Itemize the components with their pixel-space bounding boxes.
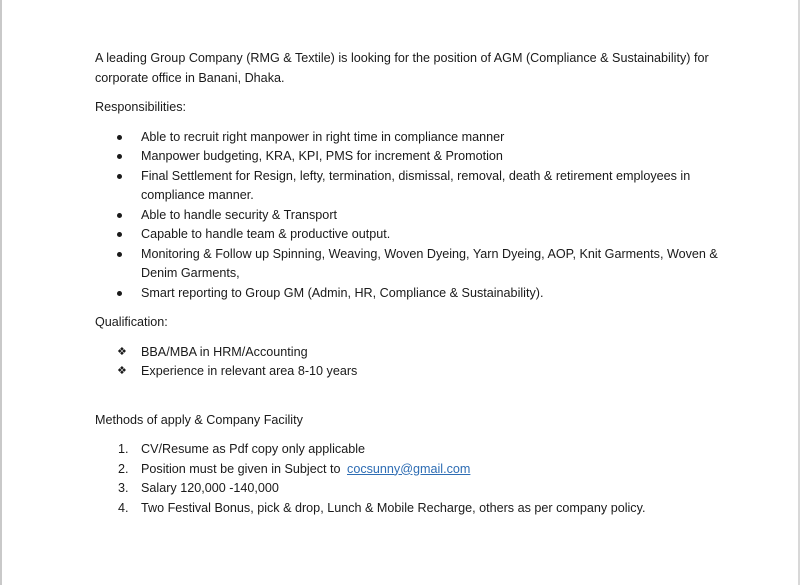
methods-list — [95, 440, 735, 518]
list-item — [95, 440, 735, 460]
list-item — [95, 128, 735, 148]
email-link[interactable]: cocsunny@gmail.com — [347, 461, 471, 476]
list-item — [95, 245, 735, 284]
diamond-bullet-icon: ❖ — [117, 365, 127, 377]
diamond-bullet-icon: ❖ — [117, 345, 127, 358]
bullet-icon — [117, 252, 122, 257]
list-item-text: BBA/MBA in HRM/Accounting — [141, 344, 308, 359]
list-item-text: Able to handle security & Transport — [141, 207, 338, 222]
list-item-text: Manpower budgeting, KRA, KPI, PMS for increment & Promotion — [141, 149, 503, 163]
list-item-text: Smart reporting to Group GM (Admin, HR, Compliance & Sustainability). — [141, 285, 544, 300]
list-item — [95, 284, 735, 304]
bullet-icon — [117, 213, 122, 218]
list-item-text: CV/Resume as Pdf copy only applicable — [141, 442, 366, 456]
intro-paragraph: A leading Group Company (RMG & Textile) is looking for the position of AGM (Compliance & Sustainability) for corporate office in Banani, Dhaka. — [95, 51, 709, 85]
methods-heading: Methods of apply & Company Facility — [95, 412, 303, 427]
list-item — [95, 460, 735, 480]
list-number: 1. — [118, 442, 129, 456]
responsibilities-heading: Responsibilities: — [95, 100, 186, 114]
list-item-text: Position must be given in Subject to — [141, 461, 341, 476]
list-item-text: Able to recruit right manpower in right time in compliance manner — [141, 129, 505, 144]
list-item-text: Salary 120,000 -140,000 — [141, 481, 279, 495]
bullet-icon — [117, 291, 122, 296]
bullet-icon — [117, 154, 122, 159]
list-item — [95, 343, 735, 363]
list-item-text: Two Festival Bonus, pick & drop, Lunch & Mobile Recharge, others as per company policy. — [141, 500, 646, 515]
responsibilities-list — [95, 128, 735, 304]
list-number: 4. — [118, 500, 129, 515]
list-item — [95, 167, 735, 206]
list-item — [95, 147, 735, 167]
bullet-icon — [117, 135, 122, 140]
list-item — [95, 499, 735, 519]
page-edge-left — [0, 0, 2, 585]
bullet-icon — [117, 174, 122, 179]
list-item-text: Experience in relevant area 8-10 years — [141, 364, 358, 378]
list-item — [95, 479, 735, 499]
list-item — [95, 225, 735, 245]
qualification-list — [95, 343, 735, 382]
document-body — [95, 49, 735, 518]
qualification-heading: Qualification: — [95, 315, 168, 329]
bullet-icon — [117, 232, 122, 237]
list-item-text: Monitoring & Follow up Spinning, Weaving, Woven Dyeing, Yarn Dyeing, AOP, Knit Garments, Woven & Denim Garments, — [141, 246, 718, 280]
list-item-text: Capable to handle team & productive output. — [141, 227, 391, 241]
list-number: 2. — [118, 461, 129, 476]
list-item — [95, 362, 735, 382]
list-item — [95, 206, 735, 226]
list-item-text: Final Settlement for Resign, lefty, termination, dismissal, removal, death & retirement employees in compliance manner. — [141, 168, 691, 202]
list-number: 3. — [118, 481, 129, 495]
